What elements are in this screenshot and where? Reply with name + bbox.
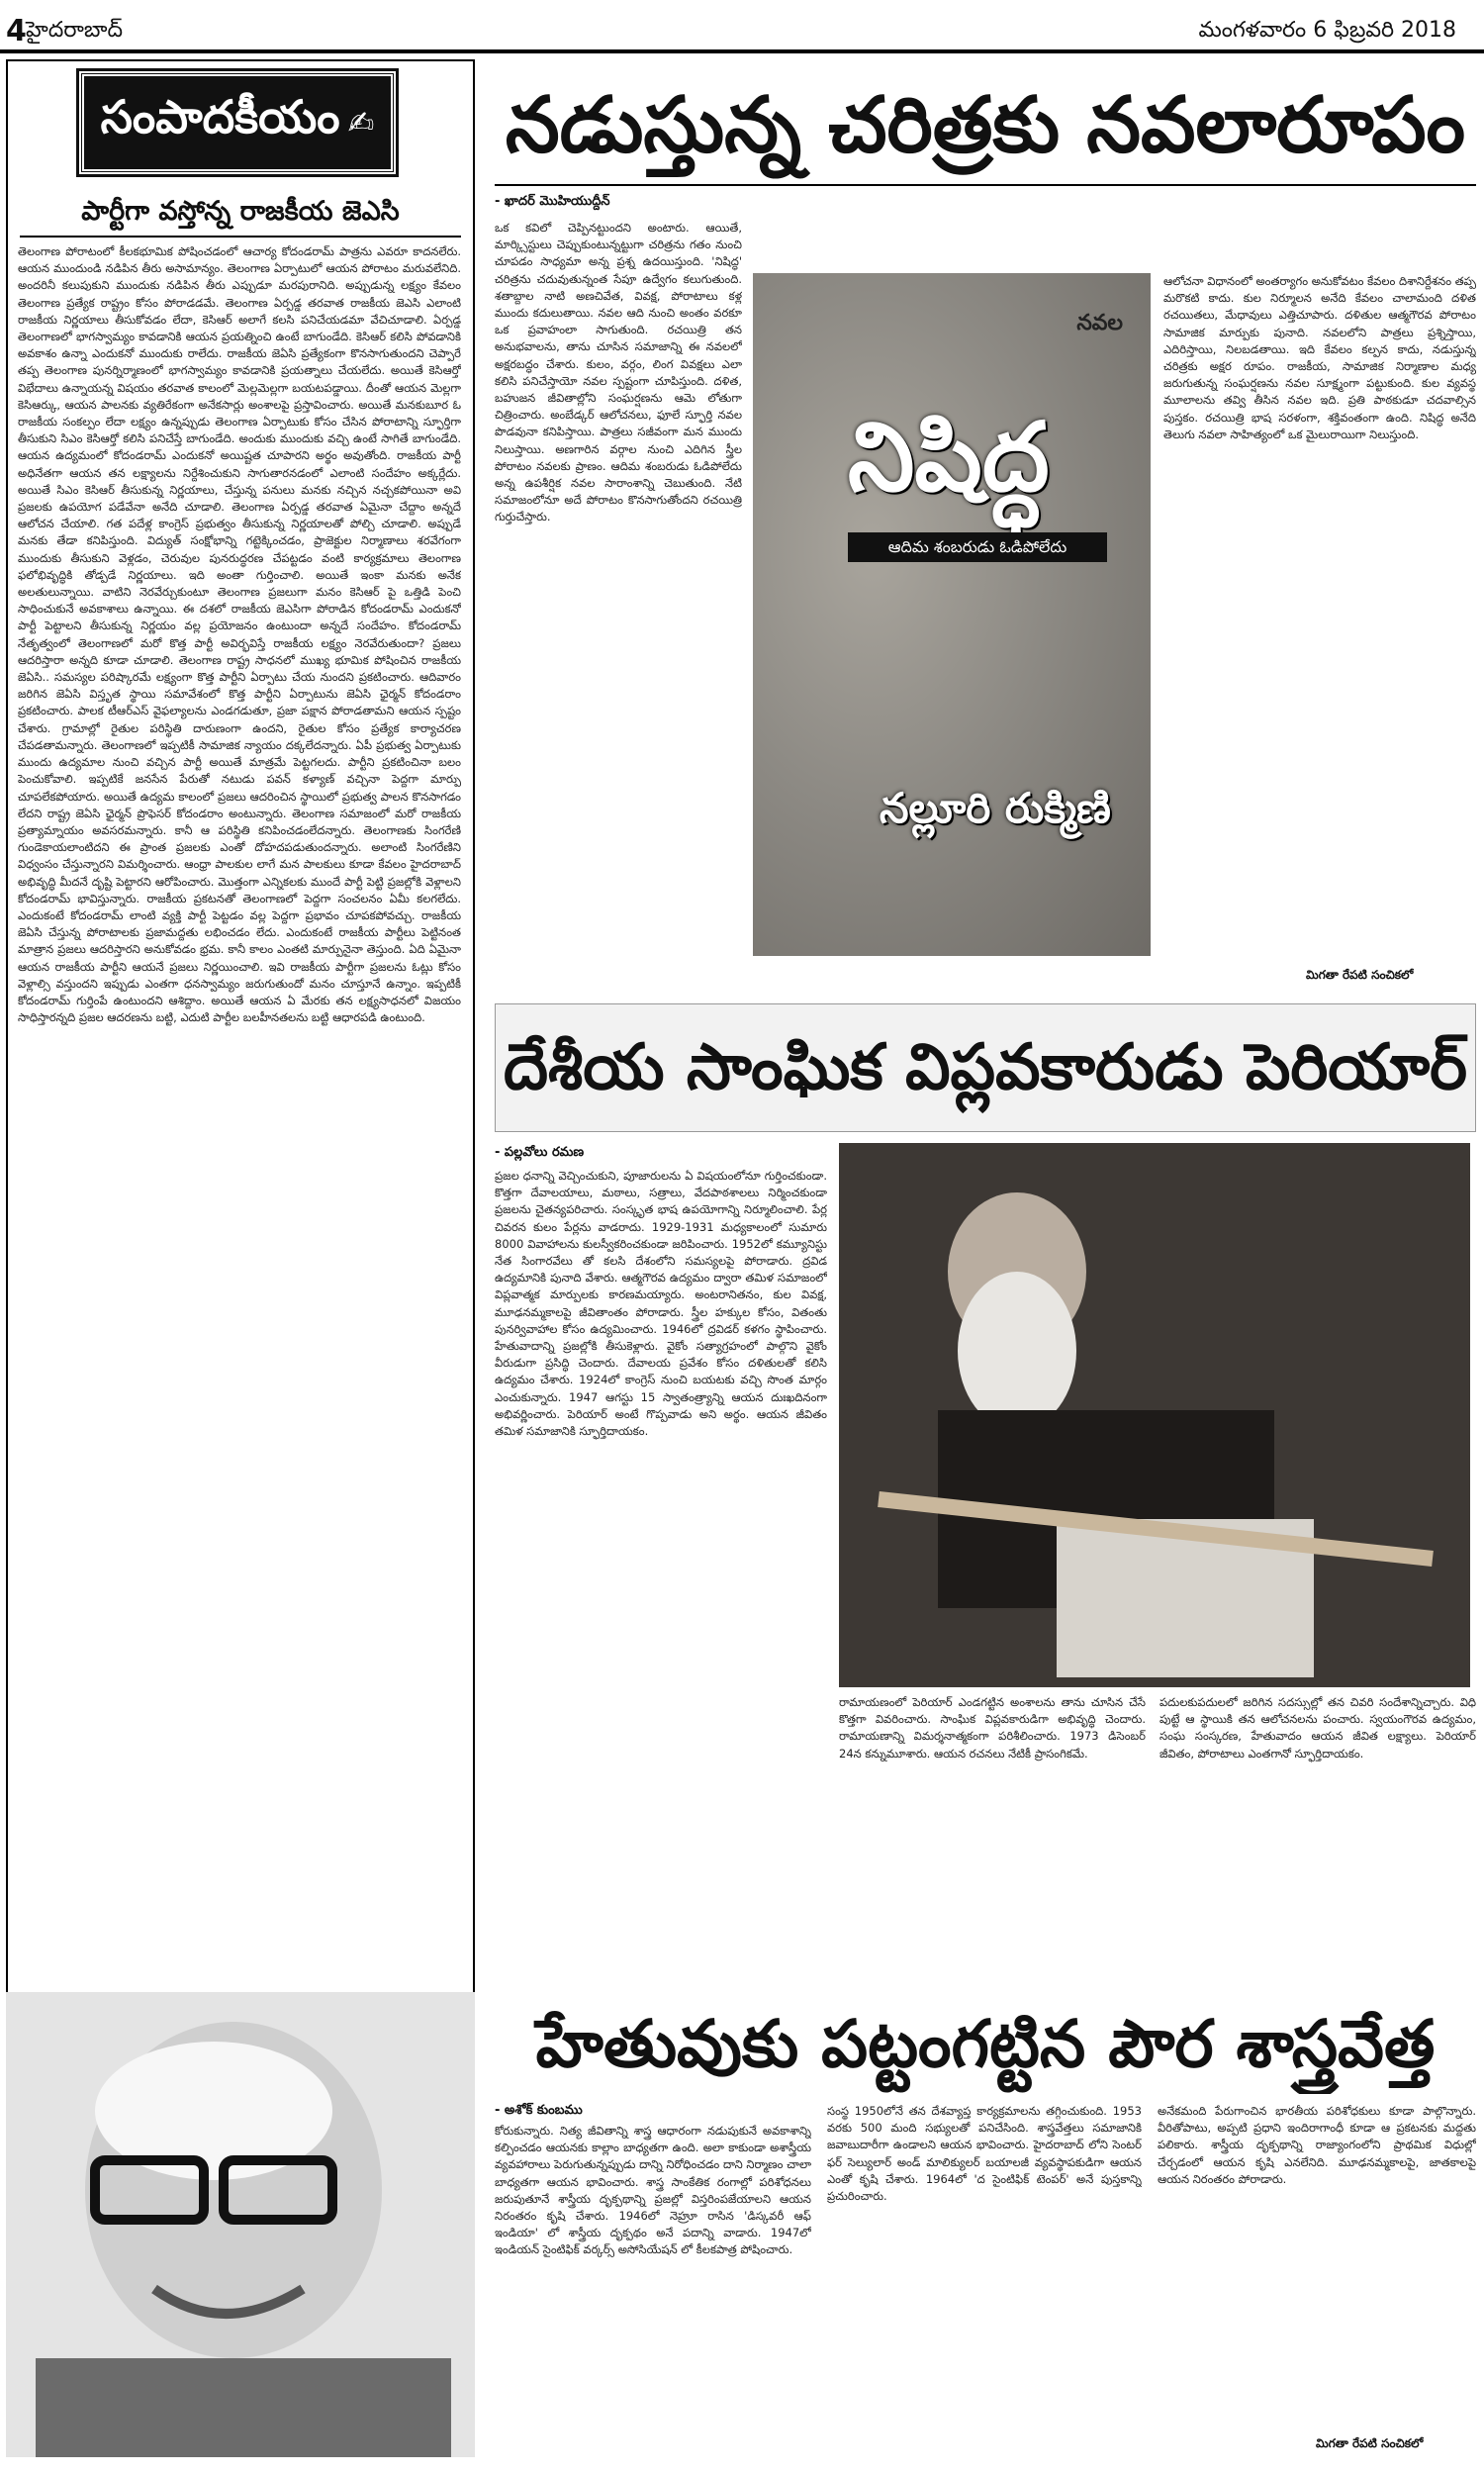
scientist-photo xyxy=(6,1992,475,2457)
scientist-continued: మిగతా రేపటి సంచికలో xyxy=(1316,2436,1424,2450)
book-cover-tagline: ఆదిమ శంబరుడు ఓడిపోలేదు xyxy=(848,532,1107,562)
section-name: హైదరాబాద్ xyxy=(26,18,123,43)
periyar-photo xyxy=(839,1143,1470,1687)
book-cover-image xyxy=(753,273,1151,956)
periyar-column-2: రామాయణంలో పెరియార్ ఎండగట్టిన అంశాలను తాను చూసిన చేసే కొత్తగా వివరించారు. సాంఘిక విప్లవకారుడిగా అభివృద్ధి చెందారు. రామాయణాన్ని విమర్శనాత్మకంగా పరిశీలించారు. 1973 డిసెంబర్ 24న కన్నుమూశారు. ఆయన రచనలు నేటికీ ప్రాసంగికమే. xyxy=(839,1695,1146,1761)
periyar-figure xyxy=(839,1143,1470,1687)
novel-column-3: ఆలోచనా విధానంలో అంతర్యాగం అనుకోవటం కేవలం దిశానిర్దేశనం తప్ప మరొకటి కాదు. కుల నిర్మూలన అనేది కేవలం చాలామంది దళిత రచయితలు, మేధావులు ఎత్తిచూపారు. దళితుల ఆత్మగౌరవ పోరాటం సామాజిక మార్పుకు పునాది. నవలలోని పాత్రలు ప్రశ్నిస్తాయి, ఎదిరిస్తాయి, నిలబడతాయి. ఇది కేవలం కల్పన కాదు, నడుస్తున్న చరిత్రకు అక్షర రూపం. రాజకీయ, సామాజిక నిర్మాణాల మధ్య జరుగుతున్న సంఘర్షణను నవల సూక్ష్మంగా పట్టుకుంది. కుల వ్యవస్థ మూలాలను తవ్వి తీసిన నవల ఇది. ప్రతి పాఠకుడూ చదవాల్సిన పుస్తకం. రచయిత్రి భాష సరళంగా, శక్తివంతంగా ఉంది. నిషిద్ధ అనేది తెలుగు నవలా సాహిత్యంలో ఒక మైలురాయిగా నిలుస్తుంది. xyxy=(1163,274,1476,441)
editorial-banner-label: సంపాదకీయం xyxy=(100,90,340,143)
editorial-banner xyxy=(79,71,396,174)
pen-icon: ✍ xyxy=(347,104,375,142)
masthead-rule xyxy=(0,49,1484,53)
scientist-column-1: కోరుకున్నారు. నిత్య జీవితాన్ని శాస్త్ర ఆధారంగా నడుపుకునే అవకాశాన్ని కల్పించడం ఆయనకు కాల్లాం బాధ్యతగా ఉంది. అలా కాకుండా అశాస్త్రీయ వ్యవహారాలు పెరుగుతున్నప్పుడు దాన్ని నిరోధించడం దాని నిర్మాణం చాలా బాధ్యతగా ఆయన భావించారు. శాస్త్ర సాంకేతిక రంగాల్లో పరిశోధనలు జరుపుతూనే శాస్త్రీయ దృక్పథాన్ని ప్రజల్లో విస్తరింపజేయాలని ఆయన నిరంతరం కృషి చేశారు. 1946లో నెహ్రూ రాసిన 'డిస్కవరీ ఆఫ్ ఇండియా' లో శాస్త్రీయ దృక్పథం అనే పదాన్ని వాడారు. 1947లో ఇండియన్ సైంటిఫిక్ వర్కర్స్ అసోసియేషన్ లో కీలకపాత్ర పోషించారు. xyxy=(495,2124,811,2257)
page-number: 4 xyxy=(6,14,27,48)
scientist-figure xyxy=(6,1992,475,2457)
scientist-byline: - అశోక్ కుంబము xyxy=(495,2103,583,2118)
editorial-title: పార్టీగా వస్తోన్న రాజకీయ జెఎసి xyxy=(81,196,400,227)
periyar-byline: - పల్లవోలు రమణ xyxy=(495,1145,585,1160)
scientist-headline: హేతువుకు పట్టంగట్టిన పౌర శాస్త్రవేత్త xyxy=(535,2006,1436,2082)
editorial-title-rule xyxy=(20,236,461,238)
novel-column-1: ఒక కవిలో చెప్పినట్టుందని అంటారు. ఆయితే, మార్క్సిస్టులు చెప్పుకుంటున్నట్టుగా చరిత్రను గతం నుంచి చూపడం సాధ్యమా అన్న ప్రశ్న ఉదయిస్తుంది. 'నిషిద్ధ' చరిత్రను చదువుతున్నంత సేపూ ఉద్వేగం కలుగుతుంది. శతాబ్దాల నాటి అణచివేత, వివక్ష, పోరాటాలు కళ్ల ముందు కదులుతాయి. నవల ఆది నుంచి అంతం వరకూ ఒక ప్రవాహంలా సాగుతుంది. రచయిత్రి తన అనుభవాలను, తాను చూసిన సమాజాన్ని ఈ నవలలో అక్షరబద్ధం చేశారు. కులం, వర్గం, లింగ వివక్షలు ఎలా కలిసి పనిచేస్తాయో నవల స్పష్టంగా చూపిస్తుంది. దళిత, బహుజన జీవితాల్లోని సంఘర్షణను ఆమె లోతుగా చిత్రించారు. అంబేడ్కర్ ఆలోచనలు, ఫూలే స్ఫూర్తి నవల పొడవునా కనిపిస్తాయి. పాత్రలు సజీవంగా మన ముందు నిలుస్తాయి. అణగారిన వర్గాల నుంచి ఎదిగిన స్త్రీల పోరాటం నవలకు ప్రాణం. ఆదిమ శంబరుడు ఓడిపోలేదు అన్న ఉపశీర్షిక నవల సారాంశాన్ని చెబుతుంది. నేటి సమాజంలోనూ అదే పోరాటం కొనసాగుతోందని రచయిత్రి గుర్తుచేస్తారు. xyxy=(495,221,742,524)
book-cover-label: నవల xyxy=(1076,311,1123,335)
book-cover-author: నల్లూరి రుక్మిణి xyxy=(880,784,1111,832)
book-cover-title: నిషిద్ధ xyxy=(848,402,1050,513)
periyar-column-1: ప్రజల ధనాన్ని వెచ్చించుకుని, పూజారులను ఏ విషయంలోనూ గుర్తించకుండా. కొత్తగా దేవాలయాలు, మఠాలు, సత్రాలు, వేదపాఠశాలలు నిర్మించకుండా ప్రజలను చైతన్యపరిచారు. సంస్కృత భాష ఉపయోగాన్ని నిర్మూలించాలి. పేర్ల చివరన కులం పేర్లను వాడరాదు. 1929-1931 మధ్యకాలంలో సుమారు 8000 వివాహాలను కులస్వీకరించకుండా జరిపించారు. 1952లో కమ్యూనిస్టు నేత సింగారవేలు తో కలసి దేశంలోని సమస్యలపై పోరాడారు. ద్రవిడ ఉద్యమానికి పునాది వేశారు. ఆత్మగౌరవ ఉద్యమం ద్వారా తమిళ సమాజంలో విప్లవాత్మక మార్పులకు కారణమయ్యారు. అంటరానితనం, కుల వివక్ష, మూఢనమ్మకాలపై జీవితాంతం పోరాడారు. స్త్రీల హక్కుల కోసం, వితంతు పునర్వివాహాల కోసం ఉద్యమించారు. 1946లో ద్రవిడర్ కళగం స్థాపించారు. హేతువాదాన్ని ప్రజల్లోకి తీసుకెళ్లారు. వైకోం సత్యాగ్రహంలో పాల్గొని వైకోం వీరుడుగా ప్రసిద్ధి చెందారు. దేవాలయ ప్రవేశం కోసం దళితులతో కలిసి ఉద్యమం చేశారు. 1924లో కాంగ్రెస్ నుంచి బయటకు వచ్చి సొంత మార్గం ఎంచుకున్నారు. 1947 ఆగస్టు 15 స్వాతంత్ర్యాన్ని ఆయన దుఃఖదినంగా అభివర్ణించారు. పెరియార్ అంటే గొప్పవాడు అని అర్థం. ఆయన జీవితం తమిళ సమాజానికి స్ఫూర్తిదాయకం. xyxy=(495,1169,827,1439)
scientist-column-3: అనేకమంది పేరుగాంచిన భారతీయ పరిశోధకులు కూడా పాల్గొన్నారు. వీరితోపాటు, అప్పటి ప్రధాని ఇందిరాగాంధీ కూడా ఆ ప్రకటనకు మద్దతు పలికారు. శాస్త్రీయ దృక్పథాన్ని రాజ్యాంగంలోని ప్రాథమిక విధుల్లో చేర్చడంలో ఆయన కృషి ఎనలేనిది. మూఢనమ్మకాలపై, జాతకాలపై ఆయన నిరంతరం పోరాడారు. xyxy=(1158,2104,1476,2186)
editorial-body: తెలంగాణ పోరాటంలో కీలకభూమిక పోషించడంలో ఆచార్య కోదండరామ్ పాత్రను ఎవరూ కాదనలేరు. ఆయన ముందుండి నడిపిన తీరు అసామాన్యం. తెలంగాణ ఏర్పాటులో ఆయన పోరాటం మరువలేనిది. అందరినీ కలుపుకుని ముందుకు నడిపిన తీరు ఎప్పుడూ మరపురానిది. అప్పుడున్న లక్ష్యం కేవలం తెలంగాణ ప్రత్యేక రాష్ట్రం కోసం పోరాడడమే. తెలంగాణ ఏర్పడ్డ తరవాత రాజకీయ జెఎసి ఎలాంటి రాజకీయ నిర్ణయాలు తీసుకోవడం లేదా, కెసిఆర్ అలాగే కలసి పనిచేయడమా వేచిచూడాలి. ఏర్పడ్డ తెలంగాణలో భాగస్వామ్యం కావడానికి ఆయన ప్రయత్నించి ఉంటే బాగుండేది. కెసిఆర్ కలిసి పోవడానికి అవకాశం ఉన్నా ఎందుకనో ముందుకు రాలేదు. రాజకీయ జెఏసి ప్రత్యేకంగా కొనసాగుతుందని చెప్పారే తప్ప తెలంగాణ పునర్నిర్మాణంలో భాగస్వామ్యం కావడానికి ప్రయత్నాలు చేయలేదు. అయితే కెసిఆర్తో విభేదాలు ఉన్నాయన్న విషయం తరవాత కాలంలో మెల్లమెల్లగా బయటపడ్డాయి. దీంతో ఆయన మెల్లగా కెసిఆర్కు, ఆయన పాలనకు వ్యతిరేకంగా అనేకసార్లు అంశాలపై ప్రస్తావించారు. అయితే మనకుబూర ఓ రాజకీయ సంకల్పం లేదా లక్ష్యం ఉన్నప్పుడు తెలంగాణ ఏర్పాటుకు కోసం చేసిన పోరాటాన్ని స్ఫూర్తిగా తీసుకుని సిఎం కెసిఆర్తో కలిసి పనిచేస్తే బాగుండేది. అందుకు ముందుకు వచ్చి ఉంటే సాగితే బాగుండేది. ఆయన ఉద్యమంలో కోదండరామ్ ఎందుకనో అయిష్టత చూపారని అర్థం అవుతోంది. రాజకీయ పార్టీ అధినేతగా ఆయన తన లక్ష్యాలను నిర్దేశించుకుని సాగుతారనడంలో ఎలాంటి సందేహం అక్కర్లేదు. అయితే సిఎం కెసిఆర్ తీసుకున్న నిర్ణయాలు, చేస్తున్న పనులు మనకు నచ్చిన నచ్చకపోయినా అవి ప్రజలకు ఉపయోగ పడేవేనా అనేది చూడాలి. తెలంగాణ ఏర్పడ్డ తరవాత ఏమైనా చేద్దాం అన్నదే ఆలోచన చేయాలి. గత పదేళ్ల కాంగ్రెస్ ప్రభుత్వం తీసుకున్న నిర్ణయాలతో పోల్చి చూడాలి. అప్పుడే మనకు తేడా కనిపిస్తుంది. విద్యుత్ సంక్షోభాన్ని గట్టెక్కించడం, ప్రాజెక్టుల నిర్మాణాలు శరవేగంగా ముందుకు తీసుకుని వెళ్లడం, చెరువుల పునరుద్ధరణ చేపట్టడం వంటి కార్యక్రమాలు తెలంగాణ ఫలోభివృద్ధికి తోడ్పడే నిర్ణయాలు. ఇది అంతా గుర్తించాలి. అయితే ఇంకా మనకు అనేక అలతులున్నాయి. వాటిని నెరవేర్చుకుంటూ తెలంగాణ ప్రజలుగా మనం కెసిఆర్ పై ఒత్తిడి పెంచి సాధించుకునే అవకాశాలు ఉన్నాయి. ఈ దశలో రాజకీయ జెఎసిగా పోరాడిన కోదండరామ్ ఎందుకనో పార్టీ పెట్టాలని తీసుకున్న నిర్ణయం వల్ల ప్రయోజనం ఉంటుందా అన్నదే సందేహం. కోదండరామ్ నేతృత్వంలో తెలంగాణలో మరో కొత్త పార్టీ అవిర్భవిస్తే రాజకీయ లక్ష్యం నెరవేరుతుందా? ప్రజలు ఆదరిస్తారా అన్నది కూడా చూడాలి. తెలంగాణ రాష్ట్ర సాధనలో ముఖ్య భూమిక పోషించిన రాజకీయ జెఏసి.. సమస్యల పరిష్కారమే లక్ష్యంగా కొత్త పార్టీని ఏర్పాటు చేయ నుందని ప్రకటించారు. ఆదివారం జరిగిన జెఏసి విస్తృత స్థాయి సమావేశంలో కొత్త పార్టీని ఏర్పాటును జెఏసి ఛైర్మన్ కోదండరాం ప్రకటించారు. పాలక టీఆర్ఎస్ వైఫల్యాలను ఎండగడుతూ, ప్రజా పక్షాన పోరాడతామని ఆయన స్పష్టం చేశారు. గ్రామాల్లో రైతుల పరిస్థితి దారుణంగా ఉందని, రైతుల కోసం ప్రత్యేక కార్యాచరణ చేపడతామన్నారు. తెలంగాణలో ఇప్పటికీ సామాజిక న్యాయం దక్కలేదన్నారు. ఏపీ ప్రభుత్వ ఏర్పాటుకు ముందు ఉద్యమాల నుంచి వచ్చిన పార్టీ అయితే మాత్రమే పెట్టగలదు. పార్టీని ప్రకటించినా బలం పెంచుకోవాలి. ఇప్పటికే జనసేన పేరుతో నటుడు పవన్ కళ్యాణ్ వచ్చినా పెద్దగా మార్పు చూపలేకపోయారు. అయితే ఉద్యమ కాలంలో ప్రజలు ఆదరించిన స్థాయిలో ప్రభుత్వ పాలన కొనసాగడం లేదని రాష్ట్ర జెఏసి ఛైర్మన్ ప్రొఫెసర్ కోదండరాం అంటున్నారు. తెలంగాణ సమాజంలో మరో రాజకీయ ప్రత్యామ్నాయం అవసరమన్నారు. కానీ ఆ పరిస్థితి కనిపించడంలేదన్నారు. తెలంగాణకు సింగరేణి గుండెకాయలాంటిదని ఈ ప్రాంత ప్రజలకు ఎంతో దోహదపడుతుందన్నారు. అలాంటి సింగరేణిని విధ్వంసం చేస్తున్నారని విమర్శించారు. ఆంధ్రా పాలకుల లాగే మన పాలకులు కూడా కేవలం హైదరాబాద్ అభివృద్ధి మీదనే దృష్టి పెట్టారని ఆరోపించారు. మొత్తంగా ఎన్నికలకు ముందే పార్టీ పెట్టి ప్రజల్లోకి వెళ్లాలని కోదండరామ్ భావిస్తున్నారు. రాజకీయ ప్రకటనతో తెలంగాణలో పెద్దగా సంచలనం ఏమీ కలగలేదు. ఎందుకంటే కోదండరామ్ లాంటి వ్యక్తి పార్టీ పెట్టడం వల్ల పెద్దగా ప్రభావం చూపకపోవచ్చు. రాజకీయ జెఏసి చేస్తున్న పోరాటాలకు ప్రజామద్దతు లభించడం లేదు. ఎందుకంటే రాజకీయ పార్టీలు పెట్టినంత మాత్రాన ప్రజలు ఆదరిస్తారని అనుకోవడం భ్రమ. కానీ కాలం ఎంతటి మార్పునైనా తెస్తుంది. ఏది ఏమైనా ఆయన రాజకీయ పార్టీని ఆయనే ప్రజలు నిర్ణయించాలి. ఇవి రాజకీయ పార్టీగా ప్రజలను ఓట్లు కోసం వెళ్లాల్సి వస్తుందని ఇప్పుడు ఎంతగా ధనస్వామ్యం జరుగుతుందో మనం చూస్తూనే ఉన్నాం. ఇప్పటికీ కోదండరామ్ గుర్తింపే ఉంటుందని ఆశిద్దాం. అయితే ఆయన ఏ మేరకు తన లక్ష్యసాధనలో విజయం సాధిస్తారన్నది ప్రజల ఆదరణను బట్టి, ఎదుటి పార్టీల బలహీనతలను బట్టి ఆధారపడి ఉంటుంది. xyxy=(18,244,461,1025)
novel-byline: - ఖాదర్ మొహియుద్దీన్ xyxy=(495,194,610,209)
novel-headline-rule xyxy=(495,184,1476,186)
periyar-column-3: పదులకుపదులలో జరిగిన సదస్సుల్లో తన చివరి సందేశాన్నిచ్చారు. విధి పుట్టే ఆ స్థాయికి తన ఆలోచనలను పంచారు. స్వయంగౌరవ ఉద్యమం, సంఘ సంస్కరణ, హేతువాదం ఆయన జీవిత లక్ష్యాలు. పెరియార్ జీవితం, పోరాటాలు ఎంతగానో స్ఫూర్తిదాయకం. xyxy=(1159,1695,1476,1761)
periyar-headline: దేశీయ సాంఘిక విప్లవకారుడు పెరియార్ xyxy=(503,1031,1468,1104)
novel-continued: మిగతా రేపటి సంచికలో xyxy=(1306,968,1414,982)
novel-headline: నడుస్తున్న చరిత్రకు నవలారూపం xyxy=(505,81,1466,170)
scientist-column-2: సంస్థ 1950లోనే తన దేశవ్యాప్త కార్యక్రమాలను తగ్గించుకుంది. 1953 వరకు 500 మంది సభ్యులతో పనిచేసింది. శాస్త్రవేత్తలు సమాజానికి జవాబుదారీగా ఉండాలని ఆయన భావించారు. హైదరాబాద్ లోని సెంటర్ ఫర్ సెల్యులార్ అండ్ మాలిక్యులర్ బయాలజీ వ్యవస్థాపకుడిగా ఆయన ఎంతో కృషి చేశారు. 1964లో 'ద సైంటిఫిక్ టెంపర్' అనే పుస్తకాన్ని ప్రచురించారు. xyxy=(827,2104,1142,2204)
date-line: మంగళవారం 6 ఫిబ్రవరి 2018 xyxy=(1198,18,1456,43)
